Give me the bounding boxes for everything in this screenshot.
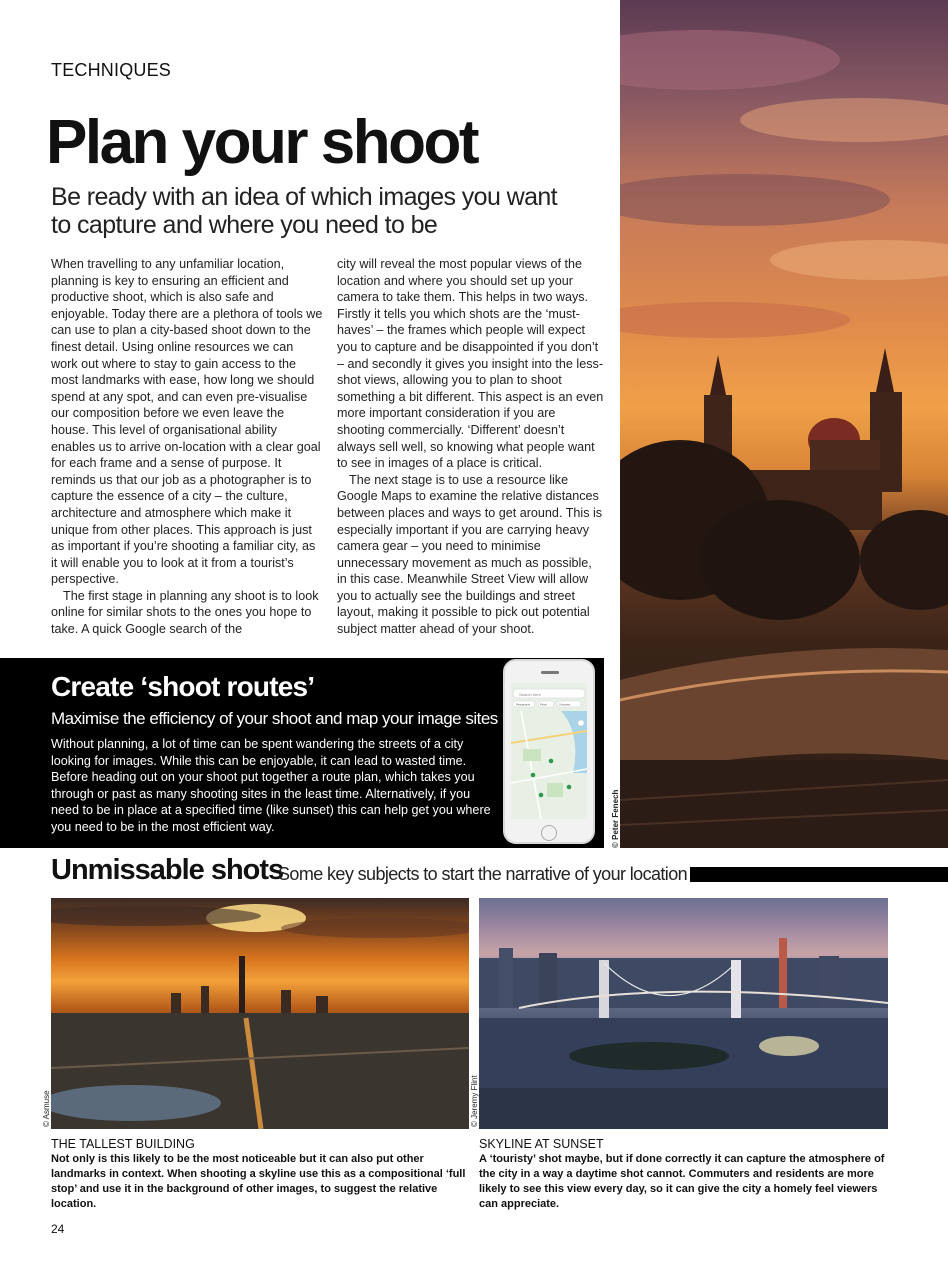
- standfirst: Be ready with an idea of which images you want to capture and where you need to be: [51, 183, 558, 239]
- map-illustration: [511, 683, 587, 819]
- photo-credit: © Jeremy Flint: [470, 1075, 479, 1127]
- decorative-bar: [690, 867, 948, 882]
- page-title: Plan your shoot: [46, 108, 477, 177]
- paragraph: When travelling to any unfamiliar location, planning is key to ensuring an efficient and productive shoot, which is also safe and enjoyable. Today there are a plethora of tools we can use to plan a city-based shoot down to the finest detail. Using online resources we can work out where to stay to gain access to the most landmarks with ease, how long we should spend at any spot, and can even pre-visualise our composition before we even leave the house. This level of organisational ability enables us to arrive on-location with a clear goal for each frame and a sense of purpose. It reminds us that our job as a photographer is to capture the essence of a city – the culture, architecture and atmosphere which make it unique from other places. This approach is just as important if you’re shooting a familiar city, as it will enable you to look at it from a tourist’s perspective.: [51, 257, 323, 587]
- tallest-building-photo: [51, 898, 469, 1129]
- skyline-sunset-photo: [479, 898, 888, 1129]
- skyline-illustration: [479, 898, 888, 1129]
- phone-speaker: [541, 671, 559, 674]
- unmissable-subtitle: Some key subjects to start the narrative of your location: [278, 864, 688, 884]
- routes-subtitle: Maximise the efficiency of your shoot and map your image sites: [51, 709, 498, 728]
- phone-maps-illustration: [503, 659, 595, 844]
- map-search-placeholder: Search here: [519, 692, 541, 697]
- unmissable-title: Unmissable shots: [51, 854, 284, 886]
- hero-photo-illustration: [620, 0, 948, 848]
- routes-title: Create ‘shoot routes’: [51, 671, 315, 702]
- phone-home-button: [541, 825, 557, 841]
- section-label: TECHNIQUES: [51, 60, 172, 80]
- hero-photo-sunset-church: [620, 0, 948, 848]
- article-column-1: [51, 256, 323, 638]
- page-number: 24: [51, 1222, 65, 1236]
- map-chip: Restaurants: [516, 703, 530, 707]
- maps-screen: [511, 683, 587, 819]
- map-chip: Petrol: [540, 703, 547, 707]
- caption-body: A ‘touristy’ shot maybe, but if done correctly it can capture the atmosphere of the city in a way a daytime shot cannot. Commuters and residents are more likely to see this view every day, so it can give the city a homely feel viewers can appreciate.: [479, 1153, 885, 1210]
- paragraph: The first stage in planning any shoot is to look online for similar shots to the ones you hope to take. A quick Google search of the: [51, 588, 319, 637]
- tallest-building-illustration: [51, 898, 469, 1129]
- caption-body: Not only is this likely to be the most noticeable but it can also put other landmarks in context. When shooting a skyline use this as a compositional ‘full stop’ and use it in the background of other images, to suggest the relative location.: [51, 1153, 466, 1210]
- photo-credit: © Peter Fenech: [611, 789, 620, 848]
- routes-body: Without planning, a lot of time can be spent wandering the streets of a city looking for images. While this can be enjoyable, it can lead to wasted time. Before heading out on your shoot put together a route plan, which takes you through or past as many shooting sites in the least time. Alternatively, if you need to be in place at a specified time (like sunset) this can help get you where you need to be in the most efficient way.: [51, 737, 491, 834]
- caption-title: THE TALLEST BUILDING: [51, 1137, 195, 1151]
- paragraph: The next stage is to use a resource like Google Maps to examine the relative distances between places and ways to get around. This is especially important if you are carrying heavy camera gear – you need to minimise unnecessary movement as much as possible, in this case. Meanwhile Street View will allow you to actually see the buildings and street layout, making it possible to pick out potential subject matter ahead of your shoot.: [337, 472, 603, 637]
- paragraph: city will reveal the most popular views of the location and where you should set up your camera to take them. This helps in two ways. Firstly it tells you which shots are the ‘must-haves’ – the frames which people will expect you to capture and be disappointed if you don’t – and secondly it gives you insight into the less-shot views, allowing you to plan to shoot something a bit different. This aspect is an even more important consideration if you are shooting commercially. ‘Different’ doesn’t always sell well, so knowing what people want to see in images of a place is critical.: [337, 257, 604, 471]
- map-chip: Groceries: [559, 703, 571, 707]
- article-column-2: [337, 256, 605, 638]
- photo-credit: © Asmuse: [42, 1090, 51, 1127]
- caption-title: SKYLINE AT SUNSET: [479, 1137, 604, 1151]
